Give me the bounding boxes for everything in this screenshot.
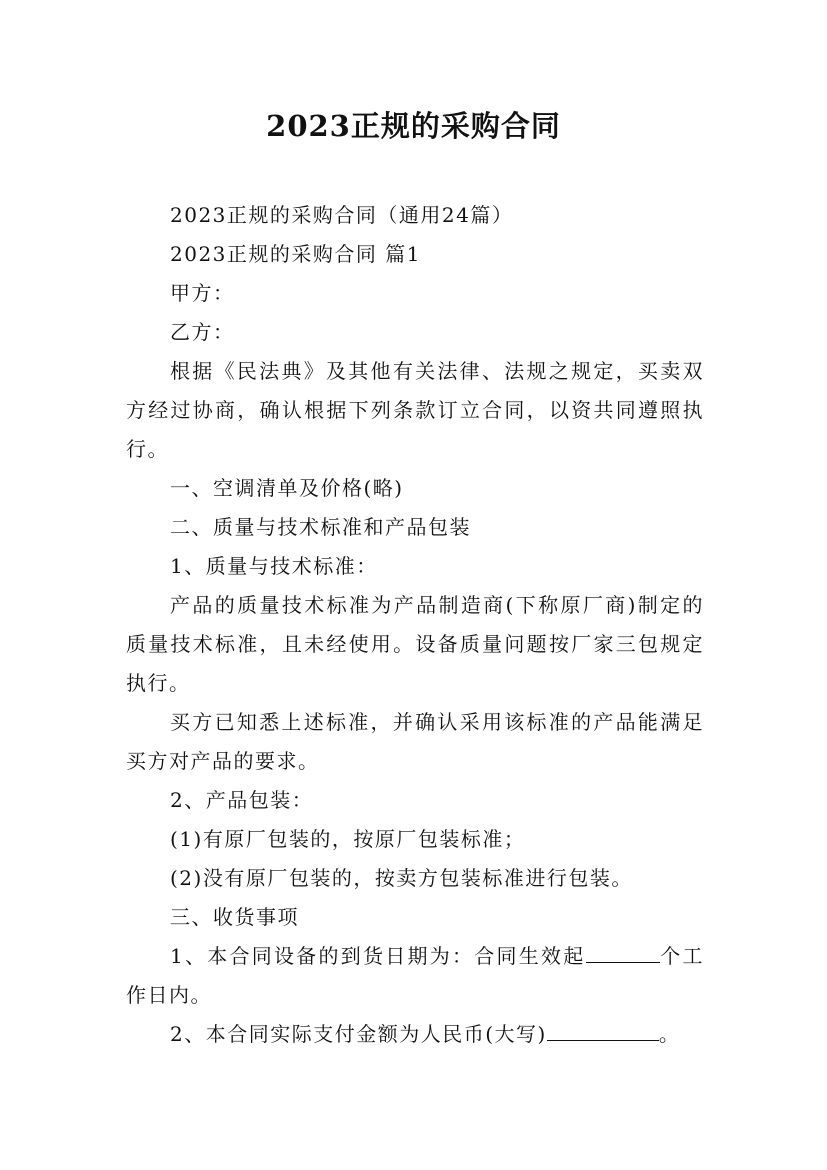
preamble-paragraph: 根据《民法典》及其他有关法律、法规之规定，买卖双方经过协商，确认根据下列条款订立合同，以资共同遵照执行。 (126, 359, 704, 461)
payment-clause-suffix: 。 (658, 1022, 681, 1046)
party-a-line: 甲方： (170, 281, 235, 305)
blank-days-field[interactable] (586, 938, 660, 963)
acknowledgement-paragraph: 买方已知悉上述标准，并确认采用该标准的产品能满足买方对产品的要求。 (126, 710, 704, 773)
document-title: 2023正规的采购合同 (266, 109, 561, 143)
payment-clause (126, 1015, 704, 1054)
packaging-item: (1)有原厂包装的，按原厂包装标准； (170, 827, 526, 851)
subtitle-paragraph: 2023正规的采购合同（通用24篇） (170, 203, 514, 227)
subclause-heading: 2、产品包装： (170, 788, 314, 812)
party-b-line: 乙方： (170, 320, 235, 344)
packaging-item: (2)没有原厂包装的，按卖方包装标准进行包装。 (170, 866, 633, 890)
payment-clause-text: 2、本合同实际支付金额为人民币(大写) (170, 1022, 547, 1046)
quality-paragraph: 产品的质量技术标准为产品制造商(下称原厂商)制定的质量技术标准，且未经使用。设备质量问题按厂家三包规定执行。 (126, 593, 704, 695)
delivery-clause (126, 937, 704, 1015)
section-heading: 2023正规的采购合同 篇1 (170, 242, 421, 266)
clause-heading-3: 三、收货事项 (170, 905, 299, 929)
clause-heading-2: 二、质量与技术标准和产品包装 (170, 515, 471, 539)
subclause-heading: 1、质量与技术标准： (170, 554, 378, 578)
delivery-clause-text: 1、本合同设备的到货日期为：合同生效起 (170, 944, 586, 968)
blank-amount-field[interactable] (547, 1016, 659, 1041)
delivery-clause-suffix: 个工作日内。 (126, 944, 705, 1007)
clause-heading-1: 一、空调清单及价格(略) (170, 476, 404, 500)
document-body (126, 196, 704, 1054)
